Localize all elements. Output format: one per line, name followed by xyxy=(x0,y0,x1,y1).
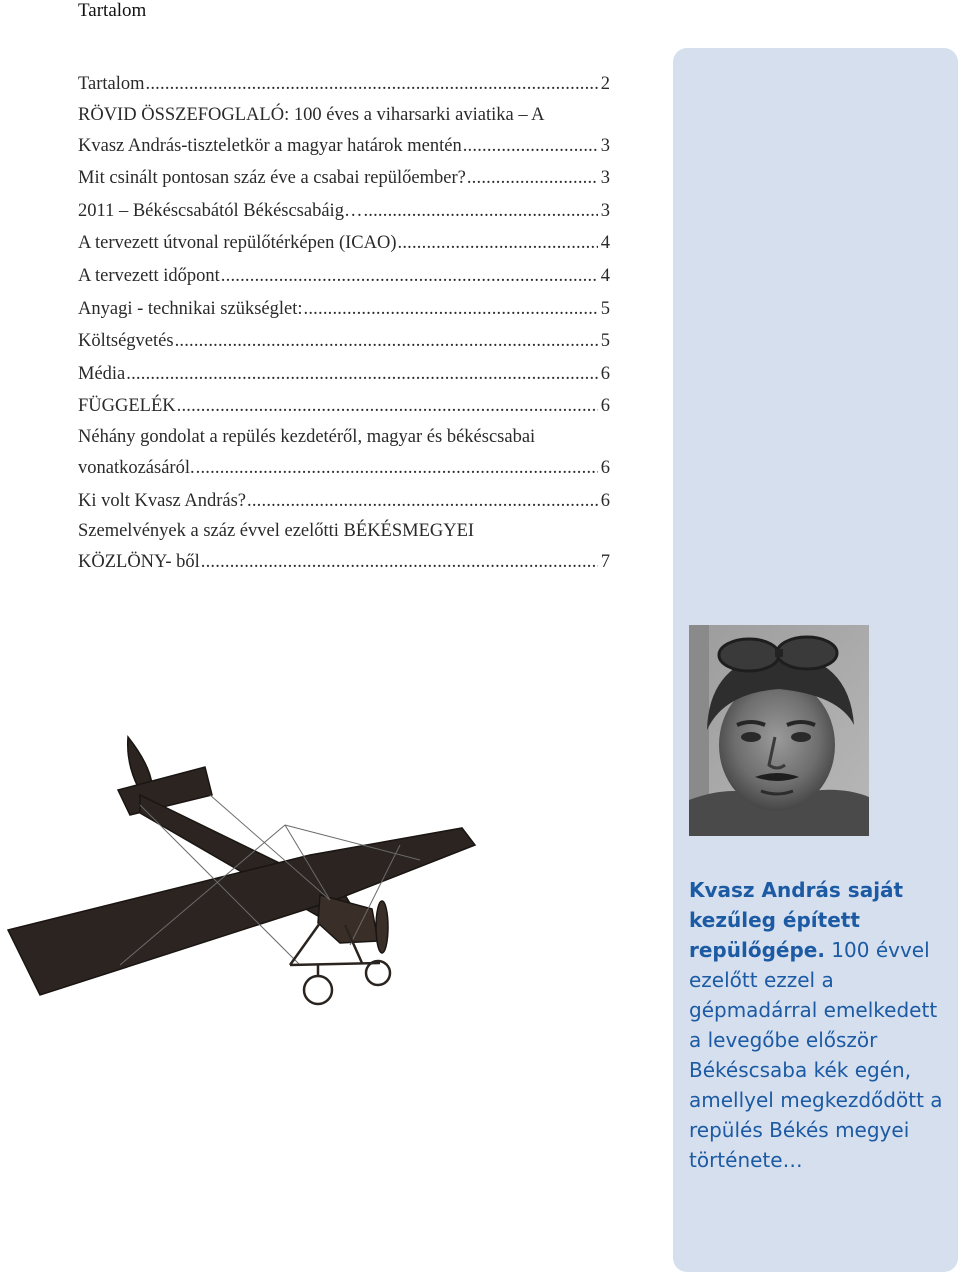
toc-dot-leader xyxy=(363,195,597,228)
toc-entry-title-line1: Szemelvények a száz évvel ezelőtti BÉKÉSMEGYEI xyxy=(78,521,475,542)
toc-entry-title-line1: RÖVID ÖSSZEFOGLALÓ: 100 éves a viharsarki aviatika – A xyxy=(78,104,545,125)
toc-page-number: 3 xyxy=(600,168,610,189)
toc-entry-title: vonatkozásáról. xyxy=(78,457,195,478)
portrait-image xyxy=(689,625,869,836)
toc-dot-leader xyxy=(175,325,598,358)
toc-page-number: 5 xyxy=(600,298,610,319)
toc-entry-title: KÖZLÖNY- ből xyxy=(78,552,200,573)
toc-page-number: 4 xyxy=(600,233,610,254)
toc-page-number: 7 xyxy=(600,552,610,573)
caption-body: 100 évvel ezelőtt ezzel a gépmadárral emelkedett a levegőbe először Békéscsaba kék egén, amellyel megkezdődött a repülés Békés megyei története… xyxy=(689,938,943,1172)
toc-entry-title: Tartalom xyxy=(78,74,145,94)
toc-entry[interactable] xyxy=(78,260,610,293)
toc-entry[interactable] xyxy=(78,325,610,358)
page-header-title: Tartalom xyxy=(78,0,147,21)
toc-entry-title: Mit csinált pontosan száz éve a csabai repülőember? xyxy=(78,168,466,189)
vintage-monoplane-illustration xyxy=(0,695,620,1065)
toc-entry-title: Ki volt Kvasz András? xyxy=(78,490,247,511)
toc-entry[interactable] xyxy=(78,517,610,579)
toc-dot-leader xyxy=(463,130,598,163)
toc-entry[interactable] xyxy=(78,227,610,260)
caption-title: Kvasz András saját kezűleg épített repülőgépe. xyxy=(689,878,904,962)
toc-entry[interactable] xyxy=(78,423,610,485)
toc-page-number: 6 xyxy=(600,490,610,511)
toc-dot-leader xyxy=(146,68,598,101)
airplane-image xyxy=(0,695,620,1065)
toc-entry[interactable] xyxy=(78,162,610,195)
toc-dot-leader xyxy=(398,227,598,260)
toc-entry[interactable] xyxy=(78,293,610,326)
toc-entry-title: Költségvetés xyxy=(78,331,174,352)
toc-dot-leader xyxy=(304,293,598,326)
toc-page-number: 2 xyxy=(600,74,610,94)
toc-page-number: 5 xyxy=(600,331,610,352)
toc-dot-leader xyxy=(126,358,597,391)
toc-dot-leader xyxy=(201,546,598,579)
toc-page-number: 3 xyxy=(600,135,610,156)
toc-entry[interactable] xyxy=(78,101,610,163)
toc-entry-title: A tervezett időpont xyxy=(78,265,220,286)
toc-entry-title: 2011 – Békéscsabától Békéscsabáig… xyxy=(78,200,363,221)
toc-page-number: 6 xyxy=(600,457,610,478)
toc-page-number: 3 xyxy=(600,200,610,221)
toc-entry[interactable] xyxy=(78,358,610,391)
toc-dot-leader xyxy=(221,260,598,293)
table-of-contents xyxy=(78,68,610,579)
toc-entry[interactable] xyxy=(78,68,610,101)
toc-dot-leader xyxy=(467,162,598,195)
toc-dot-leader xyxy=(196,452,598,485)
toc-entry-title: Média xyxy=(78,363,126,384)
aviator-portrait-photo xyxy=(689,625,869,836)
toc-entry[interactable] xyxy=(78,485,610,518)
toc-page-number: 4 xyxy=(600,265,610,286)
toc-entry-title: Kvasz András-tiszteletkör a magyar határok mentén xyxy=(78,135,462,156)
toc-entry[interactable] xyxy=(78,195,610,228)
toc-entry-title: FÜGGELÉK xyxy=(78,396,176,417)
toc-page-number: 6 xyxy=(600,363,610,384)
toc-page-number: 6 xyxy=(600,396,610,417)
toc-entry-title-line1: Néhány gondolat a repülés kezdetéről, magyar és békéscsabai xyxy=(78,426,536,447)
photo-caption xyxy=(689,875,951,1175)
toc-entry-title: Anyagi - technikai szükséglet: xyxy=(78,298,303,319)
toc-dot-leader xyxy=(177,390,598,423)
toc-entry-title: A tervezett útvonal repülőtérképen (ICAO) xyxy=(78,233,397,254)
toc-entry[interactable] xyxy=(78,390,610,423)
toc-dot-leader xyxy=(247,485,598,518)
